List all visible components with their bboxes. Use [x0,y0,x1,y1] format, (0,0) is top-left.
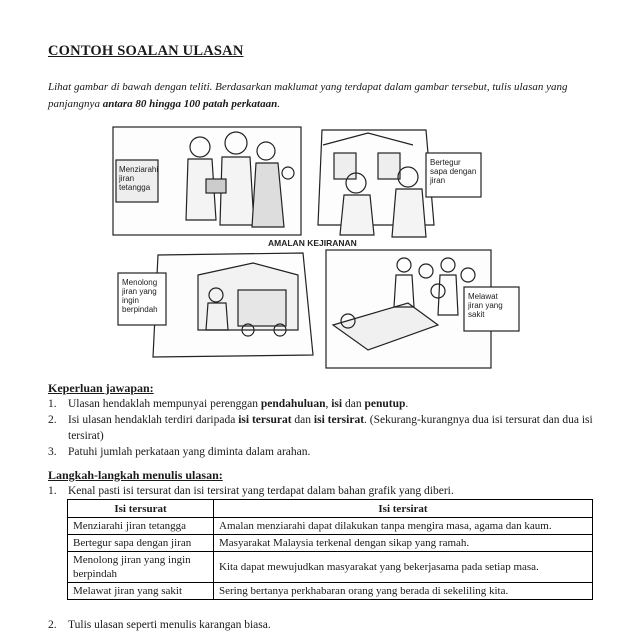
panel-greeting-label: Bertegur sapa dengan jiran [430,158,477,185]
steps-list [48,483,608,499]
requirements-heading: Keperluan jawapan: [48,381,154,395]
center-caption: AMALAN KEJIRANAN [268,238,357,248]
panel-moving-label: Menolong jiran yang ingin berpindah [122,278,158,314]
column-header: Isi tersirat [214,500,593,518]
table-cell: Kita dapat mewujudkan masyarakat yang bekerjasama pada setiap masa. [214,552,593,583]
table-cell: Menolong jiran yang ingin berpindah [68,552,214,583]
panel-visiting [113,127,301,235]
item-text: Patuhi jumlah perkataan yang diminta dalam arahan. [68,446,311,458]
list-item [48,396,608,412]
instruction-word-count: antara 80 hingga 100 patah perkataan [102,98,278,110]
table-cell: Bertegur sapa dengan jiran [68,535,214,552]
item-text: Kenal pasti isi tersurat dan isi tersirat yang terdapat dalam bahan grafik yang diberi. [68,485,454,497]
item-number: 2. [48,619,57,631]
item-number: 1. [48,485,57,497]
item-text: Isi ulasan hendaklah terdiri daripada isi tersurat dan isi tersirat. (Sekurang-kurangnya dua isi tersurat dan dua isi tersirat) [68,414,593,442]
table-row [68,518,593,535]
illustration-panels [108,125,528,375]
list-item [48,444,608,460]
requirements-list [48,396,608,460]
item-text: Ulasan hendaklah mempunyai perenggan pendahuluan, isi dan penutup. [68,398,409,410]
list-item [48,617,608,633]
instruction-end: . [277,98,280,110]
list-item [48,412,608,444]
table-row [68,535,593,552]
instruction-text: Lihat gambar di bawah dengan teliti. Berdasarkan maklumat yang terdapat dalam gambar tersebut, tulis ulasan yang panjangnya [48,81,568,110]
panel-hospital-label: Melawat jiran yang sakit [468,292,503,319]
steps-heading: Langkah-langkah menulis ulasan: [48,468,223,482]
table-cell: Melawat jiran yang sakit [68,583,214,600]
page-title: CONTOH SOALAN ULASAN [48,43,244,59]
table-row [68,552,593,583]
table-cell: Masyarakat Malaysia terkenal dengan sikap yang ramah. [214,535,593,552]
table-cell: Menziarahi jiran tetangga [68,518,214,535]
content-table [67,499,593,600]
table-row [68,583,593,600]
item-number: 2. [48,414,57,426]
panel-visiting-label: Menziarahi jiran tetangga [119,165,159,192]
table-cell: Sering bertanya perkhabaran orang yang berada di sekeliling kita. [214,583,593,600]
table-header-row [68,500,593,518]
column-header: Isi tersurat [68,500,214,518]
item-text: Tulis ulasan seperti menulis karangan biasa. [68,619,271,631]
item-number: 1. [48,398,57,410]
panel-greeting [318,130,481,237]
steps-list-continued [48,617,608,633]
item-number: 3. [48,446,57,458]
table-cell: Amalan menziarahi dapat dilakukan tanpa mengira masa, agama dan kaum. [214,518,593,535]
list-item [48,483,608,499]
instruction-paragraph [48,79,608,113]
